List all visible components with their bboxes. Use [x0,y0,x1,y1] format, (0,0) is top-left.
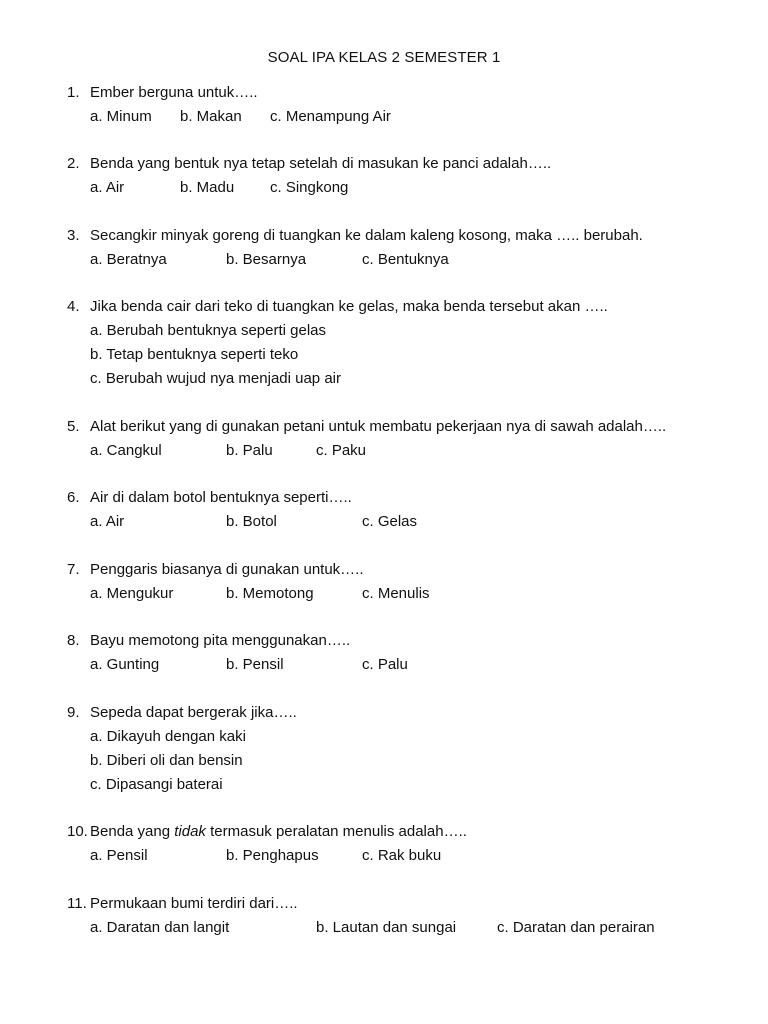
question-number: 2. [67,155,80,172]
option-a: a. Dikayuh dengan kaki [90,728,246,745]
question-5 [67,415,747,463]
option-b: b. Lautan dan sungai [316,919,457,936]
question-number: 1. [67,84,80,101]
question-number: 10. [67,823,88,840]
option-c: c. Menulis [362,585,430,602]
option-a: a. Air [90,179,125,196]
question-number: 7. [67,561,80,578]
option-b: b. Makan [180,108,242,125]
option-a: a. Mengukur [90,585,174,602]
question-text-start: Benda yang [90,823,175,840]
option-a: a. Gunting [90,656,160,673]
question-text: Ember berguna untuk….. [90,84,258,101]
question-7 [67,558,747,606]
question-number: 4. [67,298,80,315]
option-c: c. Dipasangi baterai [90,776,223,793]
question-text: Permukaan bumi terdiri dari….. [90,895,298,912]
question-10 [67,820,747,868]
question-4 [67,295,747,391]
option-a: a. Beratnya [90,251,167,268]
question-11 [67,892,747,940]
question-6 [67,486,747,534]
option-b: b. Besarnya [226,251,307,268]
option-c: c. Bentuknya [362,251,449,268]
option-c: c. Menampung Air [270,108,391,125]
option-c: c. Gelas [362,513,418,530]
question-number: 5. [67,418,80,435]
page-title: SOAL IPA KELAS 2 SEMESTER 1 [267,49,501,66]
option-a: a. Pensil [90,847,148,864]
option-c: c. Daratan dan perairan [497,919,655,936]
option-a: a. Berubah bentuknya seperti gelas [90,322,326,339]
option-b: b. Pensil [226,656,284,673]
question-number: 8. [67,632,80,649]
question-text: Bayu memotong pita menggunakan….. [90,632,351,649]
option-b: b. Botol [226,513,277,530]
question-number: 11. [67,895,87,912]
option-b: b. Diberi oli dan bensin [90,752,243,769]
question-9 [67,701,747,797]
question-text: Benda yang bentuk nya tetap setelah di masukan ke panci adalah….. [90,155,552,172]
question-text: Secangkir minyak goreng di tuangkan ke dalam kaleng kosong, maka ….. berubah. [90,227,643,244]
question-8 [67,629,747,677]
option-b: b. Palu [226,442,273,459]
option-c: c. Paku [316,442,367,459]
emphasized-word: tidak [174,823,206,840]
question-text: Jika benda cair dari teko di tuangkan ke gelas, maka benda tersebut akan ….. [90,298,608,315]
question-text: Penggaris biasanya di gunakan untuk….. [90,561,364,578]
question-number: 3. [67,227,80,244]
option-b: b. Memotong [226,585,314,602]
question-text: Sepeda dapat bergerak jika….. [90,704,297,721]
question-1 [67,81,747,129]
option-b: b. Madu [180,179,235,196]
option-c: c. Singkong [270,179,349,196]
option-a: a. Cangkul [90,442,162,459]
option-a: a. Air [90,513,125,530]
question-number: 9. [67,704,80,721]
option-c: c. Berubah wujud nya menjadi uap air [90,370,341,387]
question-3 [67,224,747,272]
option-b: b. Penghapus [226,847,319,864]
option-c: c. Palu [362,656,408,673]
question-text [90,820,467,844]
question-text: Air di dalam botol bentuknya seperti….. [90,489,352,506]
question-2 [67,152,747,200]
option-a: a. Minum [90,108,152,125]
question-text: Alat berikut yang di gunakan petani untuk membatu pekerjaan nya di sawah adalah….. [90,418,667,435]
question-number: 6. [67,489,80,506]
option-b: b. Tetap bentuknya seperti teko [90,346,299,363]
option-a: a. Daratan dan langit [90,919,230,936]
question-text-end: termasuk peralatan menulis adalah….. [205,823,467,840]
option-c: c. Rak buku [362,847,442,864]
